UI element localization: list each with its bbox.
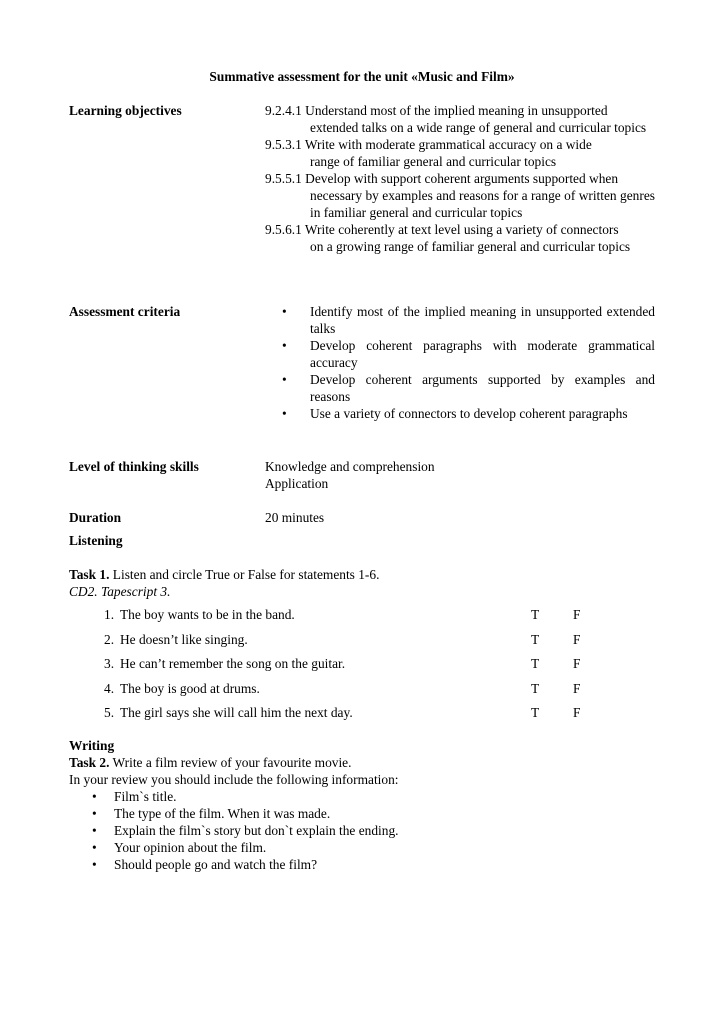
task1-instruction <box>69 566 379 583</box>
thinking-skills-label: Level of thinking skills <box>69 459 199 474</box>
statement-text: The boy is good at drums. <box>120 680 260 696</box>
requirement-item: • Should people go and watch the film? <box>92 856 399 873</box>
objective-continuation: necessary by examples and reasons for a range of written genres in familiar general and curricular topics <box>310 188 655 220</box>
learning-objectives-list <box>265 102 655 255</box>
task2-intro: In your review you should include the following information: <box>69 772 399 787</box>
objective-item <box>265 221 655 255</box>
thinking-skills-value <box>265 458 655 492</box>
statement-row <box>104 680 604 705</box>
thinking-skill-line: Application <box>265 476 329 491</box>
statement-text: He can’t remember the song on the guitar. <box>120 656 346 671</box>
requirement-item: • The type of the film. When it was made. <box>92 805 399 822</box>
statement-number: 2. <box>104 631 115 647</box>
statement-number: 3. <box>104 656 115 671</box>
true-option[interactable]: T <box>531 656 540 671</box>
thinking-skill-line: Knowledge and comprehension <box>265 459 435 474</box>
task2-instruction <box>69 754 351 771</box>
objective-text: 9.5.6.1 Write coherently at text level using a variety of connectors <box>265 222 619 237</box>
criteria-item: • Use a variety of connectors to develop coherent paragraphs <box>282 405 655 422</box>
assessment-criteria-list <box>282 303 655 422</box>
objective-continuation: extended talks on a wide range of general and curricular topics <box>310 120 647 135</box>
criteria-item: • Identify most of the implied meaning in unsupported extended talks <box>282 303 655 337</box>
true-option[interactable]: T <box>531 631 540 647</box>
requirement-item: • Film`s title. <box>92 788 399 805</box>
requirement-item: • Your opinion about the film. <box>92 839 399 856</box>
false-option[interactable]: F <box>573 705 581 720</box>
statement-row <box>104 606 604 631</box>
review-requirements-list <box>92 788 399 873</box>
duration-label: Duration <box>69 510 122 525</box>
requirement-item: • Explain the film`s story but don`t explain the ending. <box>92 822 399 839</box>
statement-number: 1. <box>104 607 115 622</box>
duration-value: 20 minutes <box>265 510 325 525</box>
task1-label: Task 1. <box>69 567 110 582</box>
learning-objectives-label: Learning objectives <box>69 103 182 118</box>
statement-row <box>104 655 604 680</box>
false-option[interactable]: F <box>573 607 581 622</box>
objective-continuation: on a growing range of familiar general and curricular topics <box>310 239 631 254</box>
tapescript-source: CD2. Tapescript 3. <box>69 584 171 599</box>
task2-text: Write a film review of your favourite movie. <box>109 755 352 770</box>
criteria-item: • Develop coherent paragraphs with moderate grammatical accuracy <box>282 337 655 371</box>
assessment-criteria-label: Assessment criteria <box>69 304 181 319</box>
objective-item <box>265 102 655 136</box>
statement-row <box>104 704 604 729</box>
statement-number: 5. <box>104 705 115 720</box>
task1-text: Listen and circle True or False for statements 1-6. <box>109 567 380 582</box>
statement-text: The girl says she will call him the next day. <box>120 705 353 720</box>
writing-heading: Writing <box>69 738 115 753</box>
listening-heading: Listening <box>69 533 123 548</box>
page-title: Summative assessment for the unit «Music and Film» <box>209 69 515 84</box>
true-option[interactable]: T <box>531 680 540 696</box>
criteria-item: • Develop coherent arguments supported by examples and reasons <box>282 371 655 405</box>
statement-number: 4. <box>104 680 115 696</box>
true-false-list <box>104 606 604 729</box>
objective-item <box>265 170 655 221</box>
objective-item <box>265 136 655 170</box>
task2-label: Task 2. <box>69 755 110 770</box>
objective-text: 9.2.4.1 Understand most of the implied meaning in unsupported <box>265 103 608 118</box>
objective-text: 9.5.5.1 Develop with support coherent arguments supported when <box>265 171 619 186</box>
true-option[interactable]: T <box>531 607 540 622</box>
objective-text: 9.5.3.1 Write with moderate grammatical accuracy on a wide <box>265 137 592 152</box>
true-option[interactable]: T <box>531 705 540 720</box>
objective-continuation: range of familiar general and curricular topics <box>310 154 557 169</box>
statement-text: He doesn’t like singing. <box>120 631 248 647</box>
statement-row <box>104 631 604 656</box>
statement-text: The boy wants to be in the band. <box>120 607 295 622</box>
false-option[interactable]: F <box>573 680 581 696</box>
false-option[interactable]: F <box>573 631 581 647</box>
false-option[interactable]: F <box>573 656 581 671</box>
